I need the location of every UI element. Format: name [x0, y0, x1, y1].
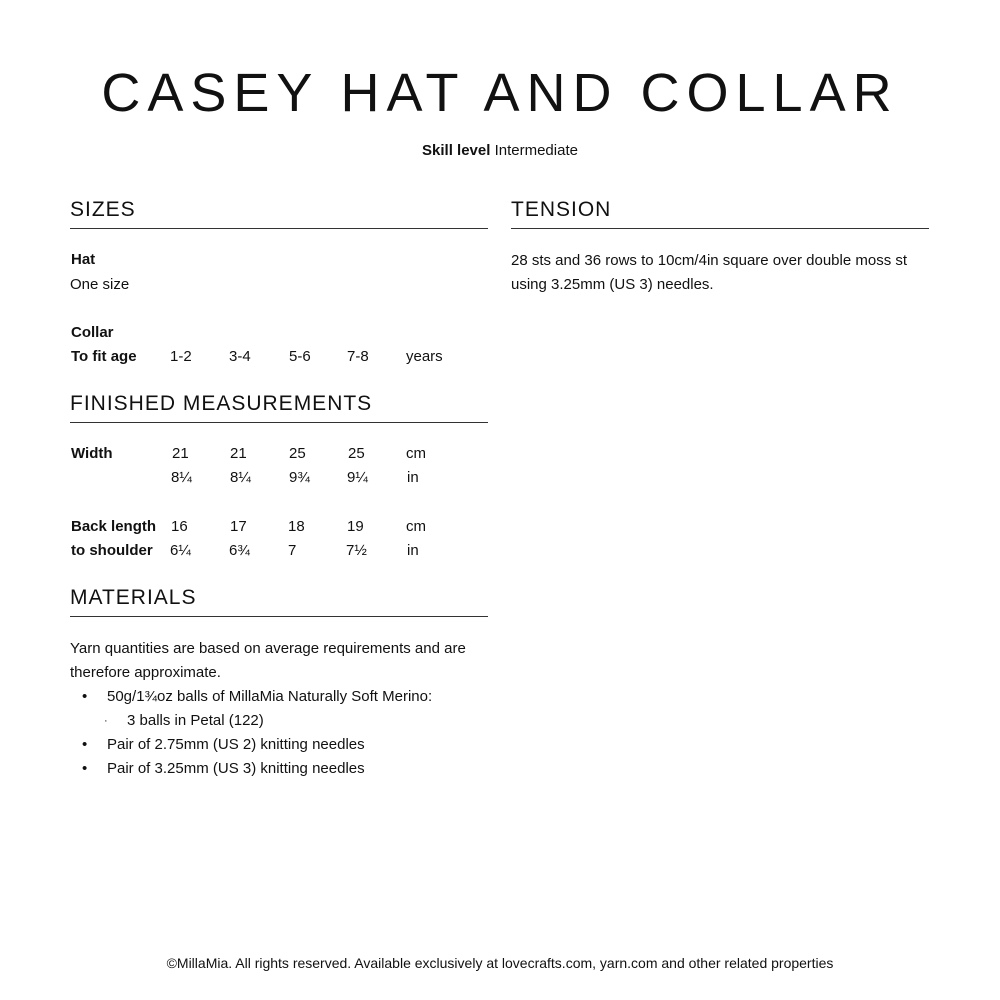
list-item — [70, 733, 432, 757]
width-in-cell: 9¼ — [347, 469, 368, 486]
age-cell: 1-2 — [170, 348, 192, 365]
list-item — [70, 757, 432, 781]
back-cm-cell: 19 — [347, 518, 364, 535]
age-cell: 3-4 — [229, 348, 251, 365]
list-item — [70, 685, 432, 709]
sizes-heading: SIZES — [70, 198, 488, 229]
list-item-text: 50g/1¾oz balls of MillaMia Naturally Soft Merino: — [107, 688, 433, 705]
tension-heading: TENSION — [511, 198, 929, 229]
width-in-cell: 8¼ — [230, 469, 251, 486]
back-cm-cell: 16 — [171, 518, 188, 535]
skill-level — [0, 142, 1000, 159]
bullet: · — [104, 715, 108, 727]
measurements-heading: FINISHED MEASUREMENTS — [70, 392, 488, 423]
bullet: • — [82, 736, 88, 753]
bullet: • — [82, 760, 88, 777]
tension-text: 28 sts and 36 rows to 10cm/4in square over double moss st using 3.25mm (US 3) needles. — [511, 252, 908, 293]
width-cm-cell: 25 — [289, 445, 306, 462]
hat-label: Hat — [71, 251, 96, 268]
back-in-cell: 7 — [288, 542, 297, 559]
age-cell: 7-8 — [347, 348, 369, 365]
list-item-text: 3 balls in Petal (122) — [127, 712, 264, 729]
list-item-text: Pair of 2.75mm (US 2) knitting needles — [107, 736, 365, 753]
age-unit: years — [406, 348, 443, 365]
width-in-cell: 9¾ — [289, 469, 310, 486]
fit-age-label: To fit age — [71, 348, 137, 365]
list-item-text: Pair of 3.25mm (US 3) knitting needles — [107, 760, 365, 777]
skill-level-value: Intermediate — [494, 142, 578, 159]
age-cell: 5-6 — [289, 348, 311, 365]
back-length-label-2: to shoulder — [71, 542, 153, 559]
materials-heading: MATERIALS — [70, 586, 488, 617]
materials-intro: Yarn quantities are based on average requirements and are therefore approximate. — [70, 640, 466, 681]
back-cm-unit: cm — [406, 518, 426, 535]
skill-level-label: Skill level — [422, 142, 491, 159]
back-cm-cell: 17 — [230, 518, 247, 535]
back-in-cell: 6¾ — [229, 542, 250, 559]
width-cm-cell: 21 — [172, 445, 189, 462]
width-in-unit: in — [407, 469, 419, 486]
width-in-cell: 8¼ — [171, 469, 192, 486]
hat-value: One size — [70, 276, 130, 293]
bullet: • — [82, 688, 88, 705]
page-title: CASEY HAT AND COLLAR — [101, 63, 899, 123]
back-in-cell: 7½ — [346, 542, 367, 559]
back-in-unit: in — [407, 542, 419, 559]
width-cm-cell: 25 — [348, 445, 365, 462]
back-in-cell: 6¼ — [170, 542, 191, 559]
back-cm-cell: 18 — [288, 518, 305, 535]
footer-copyright: ©MillaMia. All rights reserved. Available exclusively at lovecrafts.com, yarn.com and other related properties — [166, 955, 834, 971]
materials-list — [70, 685, 432, 781]
width-cm-unit: cm — [406, 445, 426, 462]
width-label: Width — [71, 445, 113, 462]
width-cm-cell: 21 — [230, 445, 247, 462]
list-item — [70, 709, 432, 733]
back-length-label: Back length — [71, 518, 157, 535]
collar-label: Collar — [71, 324, 114, 341]
